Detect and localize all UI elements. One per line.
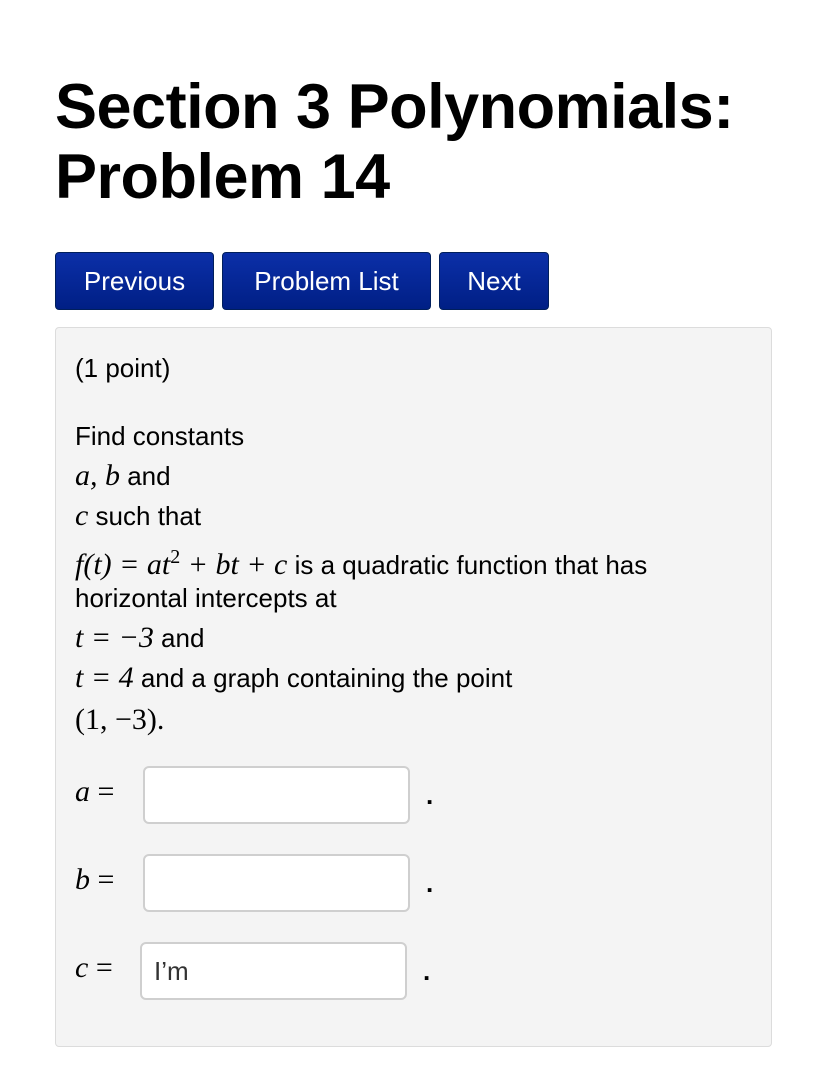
page-title xyxy=(55,72,795,212)
answer-a-input[interactable] xyxy=(143,766,410,824)
problem-text-line4: $f(t) = at^2$ + bt + c is a quadratic function that has xyxy=(75,546,648,581)
previous-button[interactable]: Previous xyxy=(55,252,214,310)
problem-text-line2: a, b and xyxy=(75,459,171,492)
problem-text-line7: t = 4 and a graph containing the point xyxy=(75,661,513,694)
page-title-line1: Section 3 Polynomials: xyxy=(55,72,734,142)
problem-panel xyxy=(55,327,772,1047)
answer-b-terminator: . xyxy=(426,868,434,898)
answer-c-input[interactable] xyxy=(140,942,407,1000)
answer-label-c: c = xyxy=(75,951,113,984)
math-intercept-2: t = 4 xyxy=(75,661,134,694)
page-title-line2: Problem 14 xyxy=(55,142,390,212)
answer-b-input[interactable] xyxy=(143,854,410,912)
math-c: c xyxy=(75,499,89,532)
problem-list-button[interactable]: Problem List xyxy=(222,252,431,310)
math-ab: a, b xyxy=(75,459,120,492)
math-function: $f(t) = at^2$ + bt + c xyxy=(75,546,288,581)
problem-text-line1: Find constants xyxy=(75,421,245,451)
math-intercept-1: t = −3 xyxy=(75,621,154,654)
point-value: (1 point) xyxy=(75,353,171,383)
math-point: (1, −3). xyxy=(75,703,165,736)
problem-text-line5: horizontal intercepts at xyxy=(75,583,337,613)
problem-text-line3: c such that xyxy=(75,499,202,532)
answer-label-b: b = xyxy=(75,863,115,896)
next-button[interactable]: Next xyxy=(439,252,549,310)
answer-label-a: a = xyxy=(75,775,115,808)
answer-a-terminator: . xyxy=(426,780,434,810)
answer-c-terminator: . xyxy=(423,956,431,986)
problem-text-line6: t = −3 and xyxy=(75,621,205,654)
problem-text-line8 xyxy=(75,700,164,740)
